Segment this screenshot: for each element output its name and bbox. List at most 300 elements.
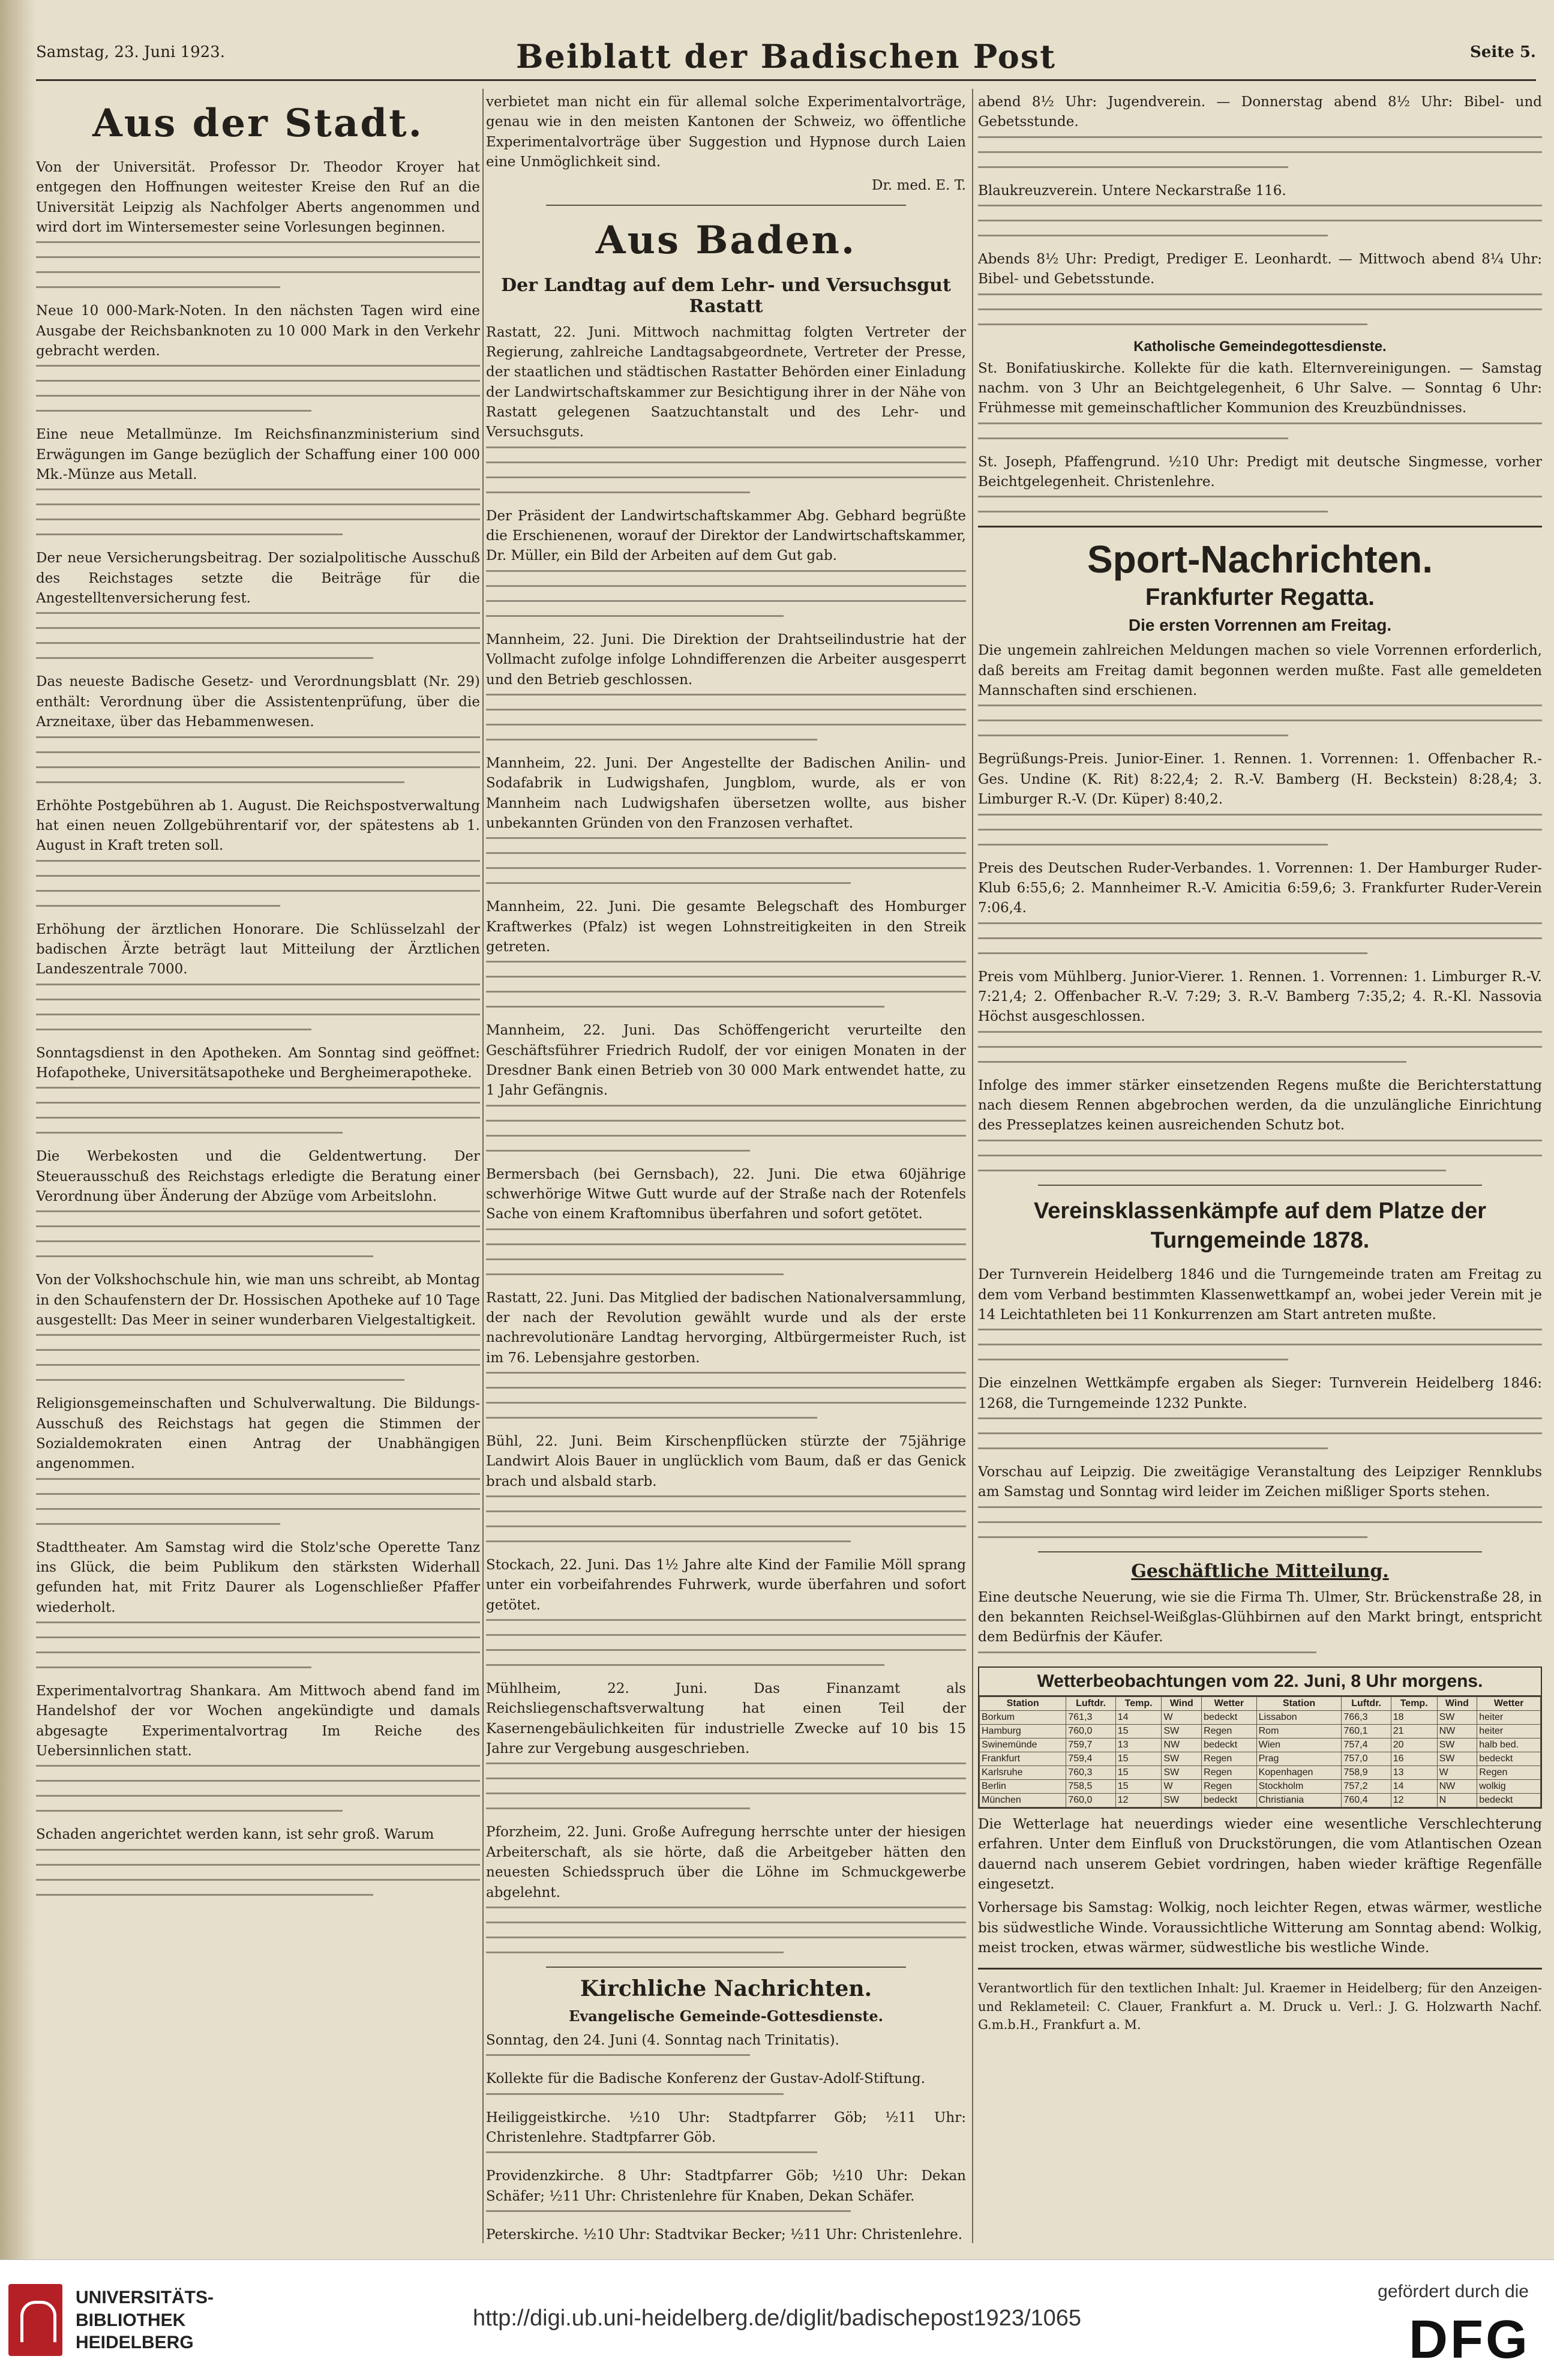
paragraph-text: Die ungemein zahlreichen Meldungen machen so viele Vorrennen erforderlich, daß bereits am Freitag damit begonnen werden mußte. Fast alle gemeldeten Mannschaften sind erschienen.: [978, 643, 1542, 699]
article-paragraph: [486, 1432, 966, 1542]
text-line: [486, 1228, 966, 1230]
paragraph-text: abend 8½ Uhr: Jugendverein. — Donnerstag abend 8½ Uhr: Bibel- und Gebetsstunde.: [978, 94, 1542, 130]
table-cell: SW: [1162, 1724, 1202, 1738]
article-paragraph: [36, 548, 480, 659]
table-cell: Rom: [1256, 1724, 1342, 1738]
text-line: [36, 1666, 311, 1668]
paragraph-text: Mannheim, 22. Juni. Der Angestellte der Badischen Anilin- und Sodafabrik in Ludwigshafen, Jungblom, wurde, als er von Mannheim nach Ludwigshafen übersetzen wollte, aus bisher unbekannten Gründen von den Franzosen verhaftet.: [486, 755, 966, 831]
article-continuation: verbietet man nicht ein für allemal solche Experimentalvorträge, genau wie in den meisten Kantonen der Schweiz, wo öffentliche Experimentalvorträge über Suggestion und Hypnose durch Laien eine Unmöglichkeit sind.: [486, 94, 966, 170]
text-line: [978, 422, 1542, 424]
text-line: [36, 503, 480, 505]
divider: [1038, 1551, 1482, 1552]
table-cell: 15: [1115, 1765, 1162, 1779]
text-line: [36, 1240, 480, 1242]
table-cell: wolkig: [1477, 1779, 1541, 1793]
article-paragraph: [978, 452, 1542, 513]
business-notice-heading: Geschäftliche Mitteilung.: [1131, 1560, 1389, 1582]
table-cell: 16: [1391, 1752, 1437, 1765]
text-line: [978, 323, 1367, 325]
text-line: [36, 365, 480, 367]
text-line: [486, 1634, 966, 1636]
text-line: [486, 1793, 966, 1794]
table-cell: Swinemünde: [980, 1738, 1066, 1752]
table-row: [980, 1779, 1541, 1793]
text-line: [978, 705, 1542, 706]
article-paragraph: [978, 859, 1542, 954]
text-line: [486, 1243, 966, 1245]
text-line: [978, 166, 1288, 168]
page-header: [36, 37, 1536, 81]
text-line: [36, 241, 480, 243]
column-city-news: [36, 89, 480, 2243]
article-paragraph: [978, 250, 1542, 325]
table-cell: 759,7: [1066, 1738, 1115, 1752]
table-cell: Stockholm: [1256, 1779, 1342, 1793]
text-line: [486, 1762, 966, 1764]
text-line: [978, 1046, 1542, 1048]
table-cell: 757,0: [1342, 1752, 1391, 1765]
text-line: [978, 1651, 1316, 1653]
weather-table-title: Wetterbeobachtungen vom 22. Juni, 8 Uhr morgens.: [979, 1668, 1541, 1696]
text-line: [978, 952, 1367, 954]
text-line: [36, 905, 280, 907]
paragraph-text: Rastatt, 22. Juni. Mittwoch nachmittag folgten Vertreter der Regierung, zahlreiche Landtagsabgeordnete, Vertreter der Presse, der staatlichen und städtischen Rastatter Behörden einer Einladung der Landwirtschaftskammer zur Besichtigung ihrer in der Nähe von Rastatt gelegenen Saatzuchtanstalt und des Lehr- und Versuchsguts.: [486, 324, 966, 440]
article-paragraph: [486, 506, 966, 617]
table-cell: 760,0: [1066, 1724, 1115, 1738]
divider: [546, 1967, 906, 1968]
city-news-body: [36, 158, 480, 1896]
table-cell: 759,4: [1066, 1752, 1115, 1765]
paragraph-text: Vorschau auf Leipzig. Die zweitägige Veranstaltung des Leipziger Rennklubs am Samstag und Sonntag wird leider im Zeichen mißliger Sports stehen.: [978, 1464, 1542, 1500]
table-cell: NW: [1162, 1738, 1202, 1752]
article-paragraph: [978, 92, 1542, 168]
text-line: [486, 1258, 966, 1260]
weather-column-header: Wind: [1162, 1696, 1202, 1710]
text-line: [486, 1922, 966, 1923]
text-line: [978, 814, 1542, 816]
paragraph-text: Mannheim, 22. Juni. Das Schöffengericht verurteilte den Geschäftsführer Friedrich Rudolf, der vor einigen Monaten in der Dresdner Bank einen Betrieb von 30 000 Mark entwendet hatte, zu 1 Jahr Gefängnis.: [486, 1023, 966, 1099]
text-line: [36, 1014, 480, 1015]
baden-news-body: [486, 323, 966, 1953]
article-paragraph: [36, 1044, 480, 1134]
text-line: [36, 890, 480, 892]
text-line: [36, 1225, 480, 1227]
table-cell: bedeckt: [1202, 1793, 1256, 1807]
text-line: [486, 1937, 966, 1938]
table-cell: Frankfurt: [980, 1752, 1066, 1765]
weather-column-header: Temp.: [1115, 1696, 1162, 1710]
table-cell: Borkum: [980, 1710, 1066, 1724]
regatta-body: [978, 641, 1542, 1171]
weather-column-header: Luftdr.: [1066, 1696, 1115, 1710]
article-paragraph: [36, 1394, 480, 1524]
paragraph-text: Erhöhte Postgebühren ab 1. August. Die Reichspostverwaltung hat einen neuen Zollgebührentarif vor, der spätestens ab 1. August in Kraft treten soll.: [36, 798, 480, 854]
imprint: Verantwortlich für den textlichen Inhalt: Jul. Kraemer in Heidelberg; für den Anzeigen- und Reklameteil: C. Clauer, Frankfurt a. M. Druck u. Verl.: J. G. Holzwarth Nachf. G.m.b.H., Frankfurt a. M.: [978, 1981, 1542, 2033]
table-cell: 12: [1115, 1793, 1162, 1807]
table-cell: N: [1437, 1793, 1477, 1807]
text-line: [36, 1636, 480, 1638]
paragraph-text: St. Joseph, Pfaffengrund. ½10 Uhr: Predigt mit deutsche Singmesse, vorher Beichtgelegenheit. Christenlehre.: [978, 454, 1542, 490]
article-paragraph: [978, 1076, 1542, 1171]
turn-body: [978, 1265, 1542, 1537]
article-headline-turn: [978, 1197, 1542, 1256]
turn-title-line-1: Vereinsklassenkämpfe auf dem Platze der: [1033, 1198, 1487, 1224]
text-line: [978, 136, 1542, 138]
paragraph-text: Blaukreuzverein. Untere Neckarstraße 116.: [978, 182, 1286, 199]
table-cell: 12: [1391, 1793, 1437, 1807]
article-paragraph: [486, 1679, 966, 1809]
article-paragraph: [486, 2166, 966, 2212]
paragraph-text: Von der Volkshochschule hin, wie man uns schreibt, ab Montag in den Schaufenstern der Dr. Hossischen Apotheke auf 10 Tage ausgestellt: Das Meer in seiner wunderbaren Vielgestaltigkeit.: [36, 1272, 480, 1328]
text-line: [36, 1651, 480, 1653]
divider: [546, 205, 906, 206]
text-line: [36, 1478, 480, 1480]
text-line: [978, 220, 1542, 221]
text-line: [978, 1417, 1542, 1419]
paragraph-text: Die einzelnen Wettkämpfe ergaben als Sieger: Turnverein Heidelberg 1846: 1268, die Turngemeinde 1232 Punkte.: [978, 1375, 1542, 1411]
section-heading-baden: Aus Baden.: [595, 217, 857, 263]
table-cell: bedeckt: [1477, 1752, 1541, 1765]
table-cell: bedeckt: [1202, 1710, 1256, 1724]
text-line: [36, 1508, 480, 1510]
table-cell: Regen: [1202, 1779, 1256, 1793]
table-cell: SW: [1437, 1710, 1477, 1724]
text-line: [978, 844, 1328, 846]
paragraph-text: Mannheim, 22. Juni. Die gesamte Belegschaft des Homburger Kraftwerkes (Pfalz) ist wegen Lohnstreitigkeiten in den Streik getreten.: [486, 899, 966, 955]
paragraph-text: Der Präsident der Landwirtschaftskammer Abg. Gebhard begrüßte die Erschienenen, worauf der Direktor der Landwirtschaftskammer, Dr. Müller, ein Bild der Arbeiten auf dem Gut gab.: [486, 508, 966, 564]
article-paragraph: [36, 672, 480, 783]
text-line: [486, 476, 966, 478]
table-cell: Regen: [1202, 1752, 1256, 1765]
permalink-url[interactable]: http://digi.ub.uni-heidelberg.de/diglit/badischepost1923/1065: [472, 2306, 1082, 2331]
table-cell: heiter: [1477, 1710, 1541, 1724]
paragraph-text: Bermersbach (bei Gernsbach), 22. Juni. Die etwa 60jährige schwerhörige Witwe Gutt wurde auf der Straße nach der Rotenfels Sache von einem Kraftomnibus überfahren und sofort getötet.: [486, 1166, 966, 1222]
article-paragraph: [978, 359, 1542, 439]
text-line: [36, 736, 480, 738]
weather-column-header: Wind: [1437, 1696, 1477, 1710]
article-paragraph: [486, 2225, 966, 2243]
table-cell: W: [1437, 1765, 1477, 1779]
article-paragraph: [486, 2069, 966, 2094]
table-cell: SW: [1162, 1765, 1202, 1779]
section-heading-sport: Sport-Nachrichten.: [1087, 538, 1433, 581]
divider: [978, 1968, 1542, 1970]
text-line: [978, 511, 1328, 512]
paragraph-text: Von der Universität. Professor Dr. Theodor Kroyer hat entgegen den Hoffnungen weitester Kreise den Ruf an die Universität Leipzig als Nachfolger Aberts angenommen und wird dort im Wintersemester seine Vorlesungen beginnen.: [36, 160, 480, 236]
text-line: [978, 720, 1542, 721]
text-line: [36, 1879, 480, 1881]
text-line: [486, 1907, 966, 1908]
table-cell: 758,5: [1066, 1779, 1115, 1793]
article-paragraph: [36, 301, 480, 412]
article-paragraph: [978, 750, 1542, 845]
text-line: [978, 1329, 1542, 1330]
text-line: [36, 612, 480, 614]
paragraph-text: Die Werbekosten und die Geldentwertung. Der Steuerausschuß des Reichstags erledigte die Beratung einer Verordnung über Änderung der Abzüge vom Arbeitslohn.: [36, 1149, 480, 1204]
paragraph-text: Pforzheim, 22. Juni. Große Aufregung herrschte unter der hiesigen Arbeiterschaft, als sie hörte, daß die Arbeitgeber hätten den neuesten Schiedsspruch über die Löhne im Schmuckgewerbe abgelehnt.: [486, 1824, 966, 1901]
article-paragraph: [486, 897, 966, 1008]
article-headline-regatta: Frankfurter Regatta.: [1145, 584, 1375, 611]
table-cell: 13: [1391, 1765, 1437, 1779]
table-cell: SW: [1162, 1793, 1202, 1807]
text-line: [486, 1777, 966, 1779]
article-paragraph: [486, 1555, 966, 1666]
church-services-body: [486, 2031, 966, 2243]
table-cell: Karlsruhe: [980, 1765, 1066, 1779]
table-cell: W: [1162, 1779, 1202, 1793]
paragraph-text: Begrüßungs-Preis. Junior-Einer. 1. Rennen. 1. Vorrennen: 1. Offenbacher R.-Ges. Undine (K. Rit) 8:22,4; 2. R.-V. Bamberg (H. Beckstein) 8:28,4; 3. Limburger R.-V. (Dr. Küper) 8:40,2.: [978, 751, 1542, 808]
text-line: [36, 1523, 280, 1525]
text-line: [36, 766, 480, 768]
table-cell: 757,2: [1342, 1779, 1391, 1793]
text-line: [36, 751, 480, 753]
article-paragraph: [486, 754, 966, 884]
table-cell: 15: [1115, 1779, 1162, 1793]
paragraph-text: Der Turnverein Heidelberg 1846 und die Turngemeinde traten am Freitag zu dem vom Verband bestimmten Klassenwettkampf an, wobei jeder Verein mit je 14 Leichtathleten bei 11 Konkurrenzen am Start antreten mußte.: [978, 1267, 1542, 1323]
library-name-line: BIBLIOTHEK: [76, 2310, 186, 2330]
text-line: [486, 2151, 817, 2153]
article-paragraph: [978, 1462, 1542, 1538]
article-paragraph: [486, 1288, 966, 1419]
table-row: [980, 1765, 1541, 1779]
text-line: [486, 837, 966, 839]
table-cell: 15: [1115, 1724, 1162, 1738]
text-line: [978, 1447, 1328, 1449]
weather-column-header: Wetter: [1202, 1696, 1256, 1710]
text-line: [486, 1006, 884, 1008]
text-line: [486, 570, 966, 572]
table-cell: SW: [1437, 1738, 1477, 1752]
table-cell: München: [980, 1793, 1066, 1807]
text-line: [978, 1432, 1542, 1434]
paragraph-text: Infolge des immer stärker einsetzenden Regens mußte die Berichterstattung nach diesem Rennen abgebrochen werden, da die unzulängliche Einrichtung des Presseplatzes keinen ausreichenden Schutz bot.: [978, 1077, 1542, 1134]
text-line: [486, 882, 851, 884]
paragraph-text: Heiliggeistkirche. ½10 Uhr: Stadtpfarrer Göb; ½11 Uhr: Christenlehre. Stadtpfarrer Göb.: [486, 2109, 966, 2145]
article-paragraph: [978, 641, 1542, 736]
weather-column-header: Luftdr.: [1342, 1696, 1391, 1710]
text-line: [36, 533, 343, 535]
text-line: [486, 1525, 966, 1527]
church-subheading: Evangelische Gemeinde-Gottesdienste.: [568, 2007, 884, 2025]
text-line: [36, 1795, 480, 1797]
weather-column-header: Wetter: [1477, 1696, 1541, 1710]
text-line: [36, 1255, 373, 1257]
text-line: [36, 1334, 480, 1336]
text-line: [36, 875, 480, 877]
section-heading-city: Aus der Stadt.: [92, 101, 424, 146]
article-paragraph: [486, 630, 966, 741]
column-sports-misc: [978, 89, 1542, 2243]
article-paragraph: [486, 1823, 966, 1953]
table-cell: NW: [1437, 1724, 1477, 1738]
text-line: [36, 1349, 480, 1351]
table-row: [980, 1724, 1541, 1738]
article-subheadline-regatta: Die ersten Vorrennen am Freitag.: [1128, 616, 1392, 635]
paragraph-text: Schaden angerichtet werden kann, ist sehr groß. Warum: [36, 1827, 434, 1843]
text-line: [36, 271, 480, 273]
paragraph-text: Sonntag, den 24. Juni (4. Sonntag nach Trinitatis).: [486, 2032, 839, 2048]
digitization-footer: [0, 2259, 1554, 2380]
article-signature: Dr. med. E. T.: [872, 178, 966, 194]
church-continuation: [978, 92, 1542, 325]
text-line: [486, 1417, 817, 1419]
text-line: [978, 205, 1542, 206]
text-line: [486, 1105, 966, 1107]
text-line: [486, 724, 966, 726]
paragraph-text: Preis vom Mühlberg. Junior-Vierer. 1. Rennen. 1. Vorrennen: 1. Limburger R.-V. 7:21,4; 2. Offenbacher R.-V. 7:29; 3. R.-V. Bamberg 7:35,2; 4. R.-Kl. Nassovia Höchst ausgeschlossen.: [978, 969, 1542, 1025]
paragraph-text: Stockach, 22. Juni. Das 1½ Jahre alte Kind der Familie Möll sprang unter ein vorbeifahrendes Fuhrwerk, wurde überfahren und sofort getötet.: [486, 1557, 966, 1613]
paragraph-text: Mannheim, 22. Juni. Die Direktion der Drahtseilindustrie hat der Vollmacht zufolge infolge Lohndifferenzen die Arbeiter ausgesperrt und den Betrieb geschlossen.: [486, 631, 966, 688]
article-paragraph: [486, 2031, 966, 2056]
weather-column-header: Station: [980, 1696, 1066, 1710]
table-cell: 766,3: [1342, 1710, 1391, 1724]
paragraph-text: Der neue Versicherungsbeitrag. Der sozialpolitische Ausschuß des Reichstages setzte die Beiträge für die Angestelltenversicherung fest.: [36, 550, 480, 607]
text-line: [978, 1536, 1367, 1538]
paragraph-text: Neue 10 000-Mark-Noten. In den nächsten Tagen wird eine Ausgabe der Reichsbanknoten zu 10 000 Mark in den Verkehr gebracht werden.: [36, 303, 480, 359]
text-line: [978, 1521, 1542, 1523]
table-cell: Hamburg: [980, 1724, 1066, 1738]
table-cell: 760,0: [1066, 1793, 1115, 1807]
table-cell: Regen: [1477, 1765, 1541, 1779]
text-line: [486, 852, 966, 854]
weather-report-text: Die Wetterlage hat neuerdings wieder eine wesentliche Verschlechterung erfahren. Unter dem Einfluß von Druckstörungen, die vom Atlantischen Ozean dauernd nach unserem Gebiet vordringen, haben wieder kräftige Regenfälle eingesetzt.: [978, 1816, 1542, 1892]
table-cell: Berlin: [980, 1779, 1066, 1793]
text-line: [978, 308, 1542, 310]
paragraph-text: Erhöhung der ärztlichen Honorare. Die Schlüsselzahl der badischen Ärzte beträgt laut Mitteilung der Ärztlichen Landeszentrale 7000.: [36, 921, 480, 978]
article-paragraph: [978, 181, 1542, 236]
table-cell: Wien: [1256, 1738, 1342, 1752]
table-cell: Kopenhagen: [1256, 1765, 1342, 1779]
text-line: [36, 1765, 480, 1767]
paragraph-text: Preis des Deutschen Ruder-Verbandes. 1. Vorrennen: 1. Der Hamburger Ruder-Klub 6:55,6; 2. Mannheimer R.-V. Amicitia 6:59,6; 3. Frankfurter Ruder-Verein 7:06,4.: [978, 860, 1542, 916]
text-line: [36, 1810, 343, 1812]
article-headline-landtag: Der Landtag auf dem Lehr- und Versuchsgut Rastatt: [501, 274, 951, 317]
weather-table: [978, 1666, 1542, 1809]
text-line: [36, 1864, 480, 1866]
paragraph-text: Das neueste Badische Gesetz- und Verordnungsblatt (Nr. 29) enthält: Verordnung über die Assistentenprüfung, über die Arzneitaxe, über das Hebammenwesen.: [36, 674, 480, 730]
text-line: [978, 922, 1542, 924]
text-line: [36, 286, 280, 288]
text-line: [36, 1493, 480, 1495]
text-line: [486, 2054, 750, 2056]
text-line: [36, 518, 480, 520]
text-line: [36, 1102, 480, 1104]
table-cell: 757,4: [1342, 1738, 1391, 1752]
article-paragraph: [36, 1270, 480, 1381]
table-row: [980, 1793, 1541, 1807]
text-line: [978, 1155, 1542, 1156]
table-cell: 14: [1115, 1710, 1162, 1724]
table-cell: bedeckt: [1202, 1738, 1256, 1752]
table-row: [980, 1738, 1541, 1752]
text-line: [486, 2210, 851, 2212]
text-line: [36, 999, 480, 1000]
text-line: [36, 256, 480, 258]
table-cell: SW: [1437, 1752, 1477, 1765]
paragraph-text: Stadttheater. Am Samstag wird die Stolz'sche Operette Tanz ins Glück, die beim Publikum den stärksten Widerhall gefunden hat, mit Fritz Daurer als Logenschließer Pfaffer wiederholt.: [36, 1539, 480, 1615]
text-line: [486, 976, 966, 978]
table-cell: Christiania: [1256, 1793, 1342, 1807]
paragraph-text: Experimentalvortrag Shankara. Am Mittwoch abend fand im Handelshof der vor Wochen angekündigte und damals abgesagte Experimentalvortrag Im Reiche des Uebersinnlichen statt.: [36, 1683, 480, 1759]
text-line: [36, 781, 404, 783]
text-line: [978, 1359, 1288, 1360]
text-line: [36, 1780, 480, 1782]
text-line: [36, 1894, 373, 1896]
table-cell: 20: [1391, 1738, 1437, 1752]
article-paragraph: [36, 920, 480, 1030]
text-line: [486, 1495, 966, 1497]
weather-column-header: Temp.: [1391, 1696, 1437, 1710]
article-paragraph: [978, 1374, 1542, 1449]
text-line: [36, 1849, 480, 1851]
text-line: [486, 1402, 966, 1404]
column-rule: [972, 89, 973, 2243]
divider: [978, 526, 1542, 527]
text-line: [978, 437, 1288, 439]
text-line: [486, 1387, 966, 1389]
text-line: [36, 984, 480, 985]
weather-column-header: Station: [1256, 1696, 1342, 1710]
article-paragraph: [978, 967, 1542, 1063]
issue-date: Samstag, 23. Juni 1923.: [36, 43, 225, 61]
library-name-line: UNIVERSITÄTS-: [76, 2288, 214, 2307]
text-line: [978, 496, 1542, 497]
article-paragraph: [36, 1538, 480, 1668]
text-line: [36, 642, 480, 644]
text-line: [36, 627, 480, 629]
table-cell: 21: [1391, 1724, 1437, 1738]
text-line: [36, 1087, 480, 1089]
table-cell: 18: [1391, 1710, 1437, 1724]
paragraph-text: Bühl, 22. Juni. Beim Kirschenpflücken stürzte der 75jährige Landwirt Alois Bauer in unglücklich vom Baum, daß er das Genick brach und alsbald starb.: [486, 1434, 966, 1489]
text-line: [36, 657, 373, 659]
table-cell: 760,4: [1342, 1793, 1391, 1807]
text-line: [978, 735, 1288, 736]
weather-forecast: Vorhersage bis Samstag: Wolkig, noch leichter Regen, etwas wärmer, westliche bis südwestliche Winde. Voraussichtliche Witterung am Sonntag abend: Wolkig, meist trocken, etwas wärmer, südwestliche bis westliche Winde.: [978, 1900, 1542, 1956]
text-line: [486, 739, 817, 741]
text-line: [978, 1061, 1406, 1063]
column-rule: [482, 89, 484, 2243]
text-line: [978, 1344, 1542, 1345]
weather-grid: [979, 1696, 1541, 1808]
text-line: [36, 1117, 480, 1119]
text-line: [36, 488, 480, 490]
text-line: [486, 600, 966, 602]
text-line: [978, 1140, 1542, 1141]
text-line: [486, 585, 966, 587]
text-line: [486, 867, 966, 869]
text-line: [486, 461, 966, 463]
text-line: [486, 694, 966, 696]
library-name-line: HEIDELBERG: [76, 2333, 194, 2352]
table-cell: SW: [1162, 1752, 1202, 1765]
business-notice-text: Eine deutsche Neuerung, wie sie die Firma Th. Ulmer, Str. Brückenstraße 28, in den bekannten Reichsel-Weißglas-Glühbirnen auf den Markt bringt, entspricht dem Bedürfnis der Käufer.: [978, 1589, 1542, 1645]
text-line: [486, 1150, 750, 1152]
text-line: [978, 151, 1542, 153]
text-line: [486, 1808, 750, 1809]
catholic-services-body: [978, 359, 1542, 513]
supplement-title: Beiblatt der Badischen Post: [515, 37, 1057, 76]
text-line: [486, 615, 784, 617]
dfg-logo[interactable]: DFG: [1409, 2310, 1530, 2370]
text-line: [36, 860, 480, 862]
table-cell: halb bed.: [1477, 1738, 1541, 1752]
text-line: [486, 1540, 851, 1542]
text-line: [978, 293, 1542, 295]
text-line: [486, 1120, 966, 1122]
page-number: Seite 5.: [1470, 43, 1536, 61]
article-paragraph: [36, 1147, 480, 1257]
